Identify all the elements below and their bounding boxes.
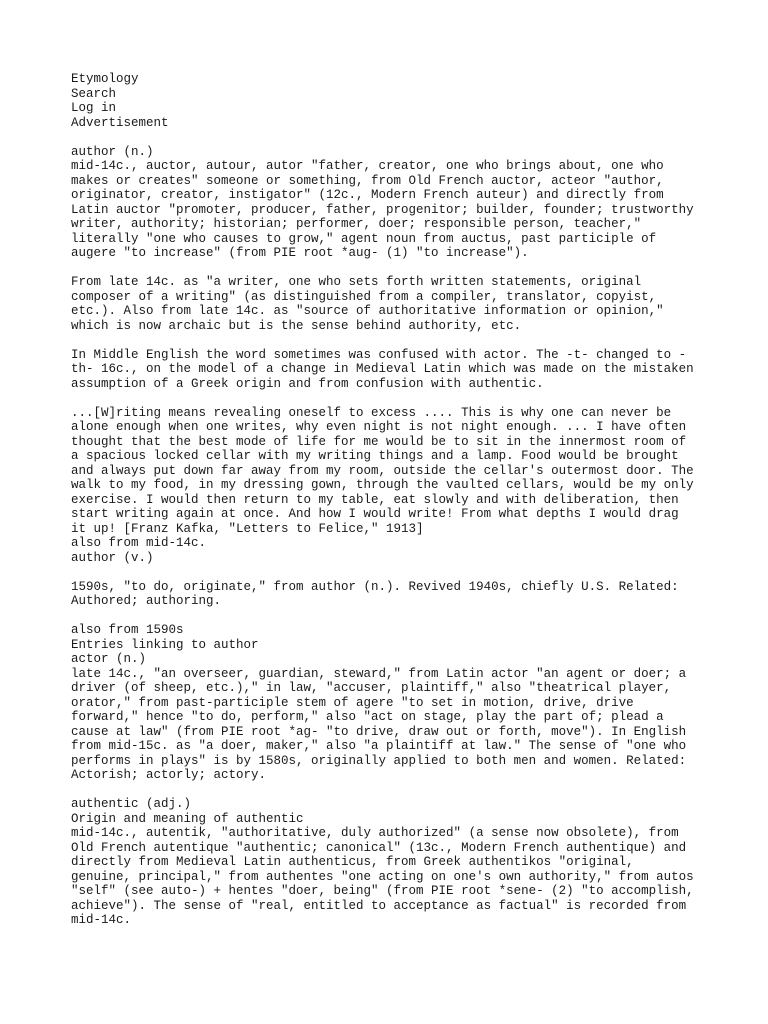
spacer: [71, 783, 698, 798]
nav-link-search[interactable]: Search: [71, 86, 117, 101]
entry-heading-author-verb: author (v.): [71, 550, 154, 565]
entry-subheading: Origin and meaning of authentic: [71, 811, 304, 826]
spacer: [71, 565, 698, 580]
spacer: [71, 391, 698, 406]
entry-heading-author-noun: author (n.): [71, 144, 154, 159]
entry-paragraph: In Middle English the word sometimes was confused with actor. The -t- changed to - th- 16c., on the model of a change in Medieval Latin which was made on the mistaken assumption of a Greek origin and from confusion with authentic.: [71, 347, 694, 391]
entry-paragraph: 1590s, "to do, originate," from author (n.). Revived 1940s, chiefly U.S. Related: Authored; authoring.: [71, 579, 679, 608]
entry-paragraph: mid-14c., auctor, autour, autor "father, creator, one who brings about, one who makes or creates" someone or something, from Old French auctor, acteor "author, originator, creator, instigator" (12c., Modern French auteur) and directly from Latin auctor "promoter, producer, father, progenitor; builder, founder; trustworthy writer, authority; historian; performer, doer; responsible person, teacher," literally "one who causes to grow," agent noun from auctus, past participle of augere "to increase" (from PIE root *aug- (1) "to increase").: [71, 159, 694, 260]
spacer: [71, 261, 698, 276]
entry-heading-actor-noun[interactable]: actor (n.): [71, 652, 147, 666]
spacer: [71, 333, 698, 348]
advertisement-label: Advertisement: [71, 115, 169, 130]
entry-paragraph: late 14c., "an overseer, guardian, steward," from Latin actor "an agent or doer; a driver (of sheep, etc.)," in law, "accuser, plaintiff," also "theatrical player, orator," from past-participle stem of agere "to set in motion, drive, drive forward," hence "to do, perform," also "act on stage, play the part of; plead a cause at law" (from PIE root *ag- "to drive, draw out or forth, move"). In English from mid-15c. as "a doer, maker," also "a plaintiff at law." The sense of "one who performs in plays" is by 1580s, originally applied to both men and women. Related: Actorish; actorly; actory.: [71, 666, 687, 782]
entry-date-note: also from mid-14c.: [71, 536, 207, 550]
entry-heading-authentic-adj[interactable]: authentic (adj.): [71, 797, 192, 811]
nav-link-login[interactable]: Log in: [71, 101, 117, 115]
kafka-quote: ...[W]riting means revealing oneself to excess .... This is why one can never be alone enough when one writes, why even night is not night enough. ... I have often thought that the best mode of life for me would be to sit in the innermost room of a spacious locked cellar with my writing things and a lamp. Food would be brought and always put down far away from my room, outside the cellar's outermost door. The walk to my food, in my dressing gown, through the vaulted cellars, would be my only exercise. I would then return to my table, eat slowly and with deliberation, then start writing again at once. And how I would write! From what depths I would drag it up! [Franz Kafka, "Letters to Felice," 1913]: [71, 405, 694, 536]
related-entries-heading: Entries linking to author: [71, 637, 259, 652]
entry-paragraph: mid-14c., autentik, "authoritative, duly authorized" (a sense now obsolete), from Old French autentique "authentic; canonical" (13c., Modern French authentique) and directly from Medieval Latin authenticus, from Greek authentikos "original, genuine, principal," from authentes "one acting on one's own authority," from autos "self" (see auto-) + hentes "doer, being" (from PIE root *sene- (2) "to accomplish, achieve"). The sense of "real, entitled to acceptance as factual" is recorded from mid-14c.: [71, 826, 694, 927]
spacer: [71, 130, 698, 145]
nav-link-etymology[interactable]: Etymology: [71, 72, 139, 86]
spacer: [71, 609, 698, 624]
entry-paragraph: From late 14c. as "a writer, one who sets forth written statements, original composer of a writing" (as distinguished from a compiler, translator, copyist, etc.). Also from late 14c. as "source of authoritative information or opinion," which is now archaic but is the sense behind authority, etc.: [71, 275, 664, 333]
entry-date-note: also from 1590s: [71, 623, 184, 637]
